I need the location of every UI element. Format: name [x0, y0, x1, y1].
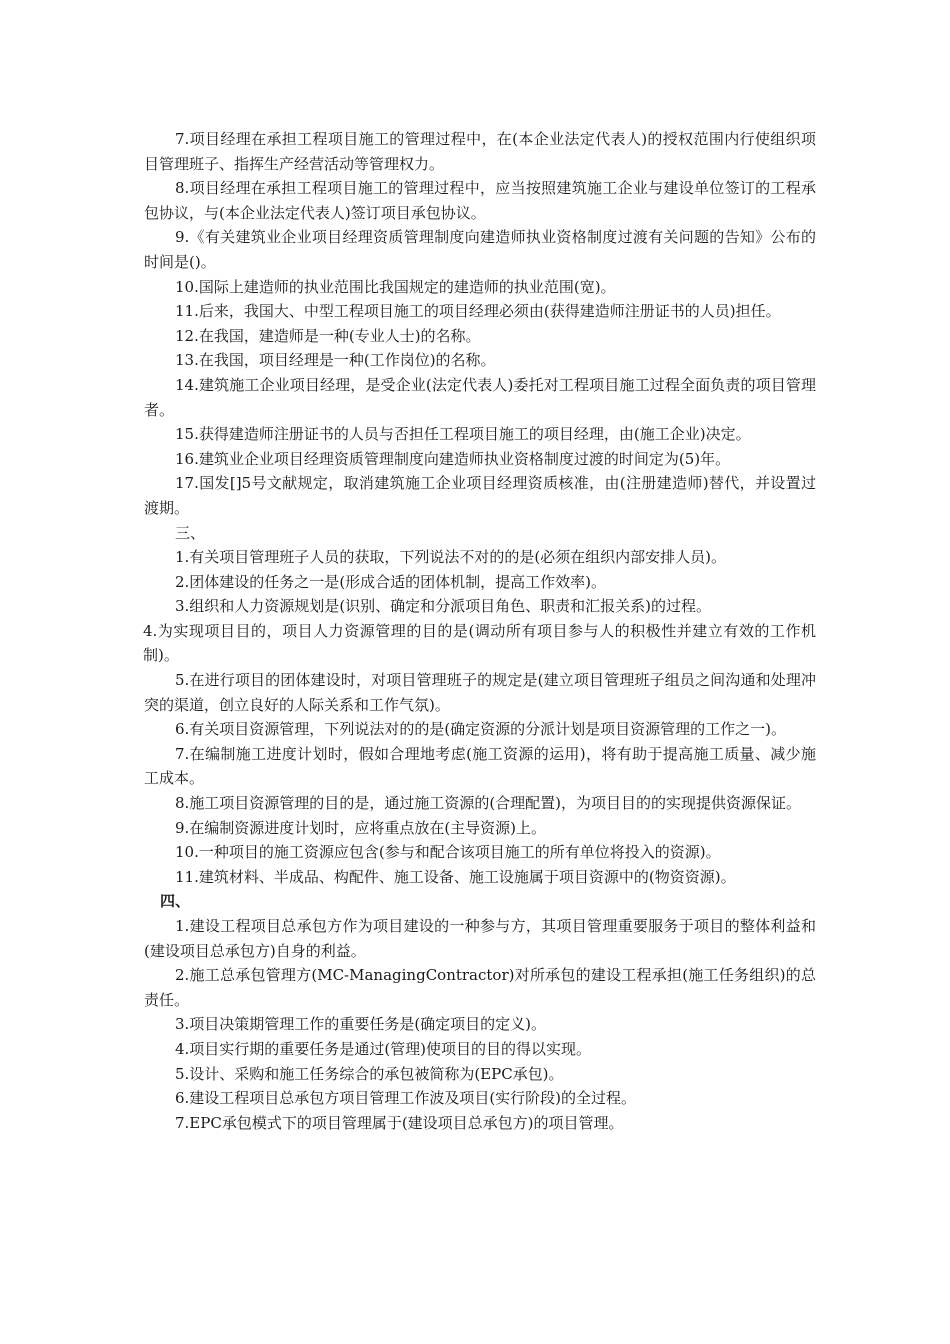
paragraph: 7.EPC承包模式下的项目管理属于(建设项目总承包方)的项目管理。: [175, 1113, 624, 1132]
paragraph: 8.施工项目资源管理的目的是，通过施工资源的(合理配置)，为项目目的的实现提供资源保证。: [175, 794, 802, 813]
paragraph: 7.在编制施工进度计划时，假如合理地考虑(施工资源的运用)，将有助于提高施工质量、减少施工成本。: [144, 744, 816, 788]
paragraph: 1.有关项目管理班子人员的获取，下列说法不对的的是(必须在组织内部安排人员)。: [175, 548, 727, 567]
paragraph: 4.项目实行期的重要任务是通过(管理)使项目的目的得以实现。: [175, 1039, 592, 1058]
paragraph: 10.一种项目的施工资源应包含(参与和配合该项目施工的所有单位将投入的资源)。: [175, 843, 721, 862]
paragraph: 6.建设工程项目总承包方项目管理工作波及项目(实行阶段)的全过程。: [175, 1089, 637, 1108]
paragraph: 3.组织和人力资源规划是(识别、确定和分派项目角色、职责和汇报关系)的过程。: [175, 597, 712, 616]
paragraph: 17.国发[]5号文献规定，取消建筑施工企业项目经理资质核准，由(注册建造师)替代，并设置过渡期。: [144, 474, 816, 517]
document-page: [144, 127, 816, 1135]
paragraph: 13.在我国，项目经理是一种(工作岗位)的名称。: [175, 351, 496, 370]
section-heading: 三、: [175, 523, 206, 542]
paragraph: 5.在进行项目的团体建设时，对项目管理班子的规定是(建立项目管理班子组员之间沟通和处理冲突的渠道，创立良好的人际关系和工作气氛)。: [144, 671, 816, 714]
paragraph: 6.有关项目资源管理，下列说法对的的是(确定资源的分派计划是项目资源管理的工作之一)。: [175, 720, 787, 739]
paragraph: 3.项目决策期管理工作的重要任务是(确定项目的定义)。: [175, 1015, 547, 1034]
paragraph: 11.建筑材料、半成品、构配件、施工设备、施工设施属于项目资源中的(物资资源)。: [175, 867, 736, 886]
paragraph: 14.建筑施工企业项目经理，是受企业(法定代表人)委托对工程项目施工过程全面负责的项目管理者。: [144, 375, 816, 419]
paragraph: 1.建设工程项目总承包方作为项目建设的一种参与方，其项目管理重要服务于项目的整体利益和(建设项目总承包方)自身的利益。: [144, 917, 816, 960]
section-heading: 四、: [160, 892, 191, 911]
paragraph: 5.设计、采购和施工任务综合的承包被简称为(EPC承包)。: [175, 1064, 564, 1083]
paragraph: 2.施工总承包管理方(MC-ManagingContractor)对所承包的建设工程承担(施工任务组织)的总责任。: [144, 966, 816, 1009]
paragraph: 9.《有关建筑业企业项目经理资质管理制度向建造师执业资格制度过渡有关问题的告知》公布的时间是()。: [144, 228, 816, 271]
paragraph: 10.国际上建造师的执业范围比我国规定的建造师的执业范围(宽)。: [175, 277, 616, 296]
paragraph: 11.后来，我国大、中型工程项目施工的项目经理必须由(获得建造师注册证书的人员)担任。: [175, 302, 781, 321]
paragraph: 12.在我国，建造师是一种(专业人士)的名称。: [175, 326, 481, 345]
paragraph: 16.建筑业企业项目经理资质管理制度向建造师执业资格制度过渡的时间定为(5)年。: [175, 449, 731, 468]
paragraph: 15.获得建造师注册证书的人员与否担任工程项目施工的项目经理，由(施工企业)决定。: [175, 425, 751, 444]
paragraph: 9.在编制资源进度计划时，应将重点放在(主导资源)上。: [175, 818, 547, 837]
paragraph: 7.项目经理在承担工程项目施工的管理过程中，在(本企业法定代表人)的授权范围内行使组织项目管理班子、指挥生产经营活动等管理权力。: [144, 130, 816, 173]
paragraph: 4.为实现项目目的，项目人力资源管理的目的是(调动所有项目参与人的积极性并建立有效的工作机制)。: [143, 621, 816, 665]
paragraph: 8.项目经理在承担工程项目施工的管理过程中，应当按照建筑施工企业与建设单位签订的工程承包协议，与(本企业法定代表人)签订项目承包协议。: [144, 179, 816, 222]
paragraph: 2.团体建设的任务之一是(形成合适的团体机制，提高工作效率)。: [175, 572, 607, 591]
